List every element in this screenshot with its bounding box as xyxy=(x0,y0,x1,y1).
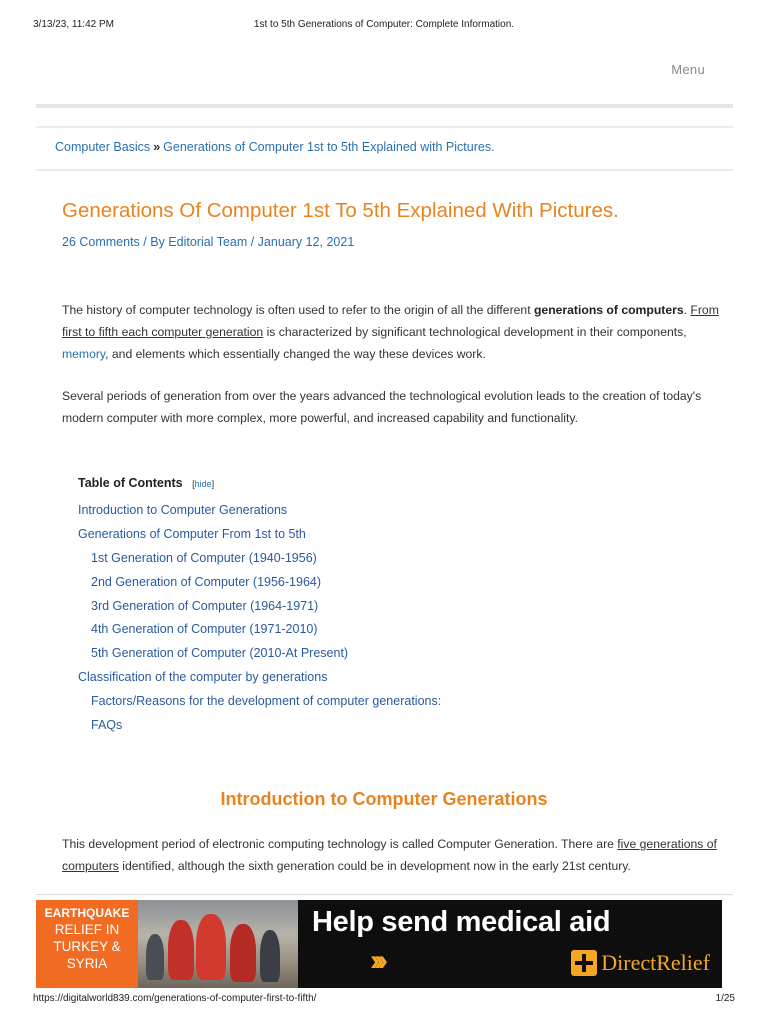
ad-earthquake-panel xyxy=(36,900,138,988)
ad-headline: Help send medical aid xyxy=(312,906,611,938)
breadcrumb-current[interactable]: Generations of Computer 1st to 5th Explained with Pictures. xyxy=(163,140,495,154)
advertisement-banner[interactable] xyxy=(36,900,722,988)
section-heading-introduction: Introduction to Computer Generations xyxy=(220,789,548,809)
ad-brand-name: DirectRelief xyxy=(601,950,710,975)
breadcrumb xyxy=(55,140,495,154)
intro-p1-underlined-link[interactable]: From first to fifth each computer generation xyxy=(62,303,719,339)
intro-paragraph-1 xyxy=(62,299,722,365)
table-of-contents xyxy=(78,476,498,737)
breadcrumb-separator: » xyxy=(153,140,161,154)
breadcrumb-link-computer-basics[interactable]: Computer Basics xyxy=(55,140,151,154)
print-header xyxy=(0,19,768,33)
rescuer-figure xyxy=(168,920,194,980)
toc-hide-link[interactable]: hide xyxy=(194,479,212,489)
intro-p1-bold: generations of computers xyxy=(533,303,684,317)
toc-heading: Table of Contents xyxy=(78,476,183,490)
print-page-title: 1st to 5th Generations of Computer: Complete Information. xyxy=(253,19,515,30)
intro-p1-text-4: , and elements which essentially changed the way these devices work. xyxy=(105,347,486,361)
toc-item-factors[interactable]: Factors/Reasons for the development of computer generations: xyxy=(91,694,442,709)
toc-toggle-close-bracket: ] xyxy=(211,479,215,489)
ad-left-line-4: SYRIA xyxy=(66,956,108,971)
ad-left-line-3: TURKEY & xyxy=(53,939,121,954)
intro-p1-text-2: . xyxy=(683,303,691,317)
intro-p1-text-1: The history of computer technology is often used to refer to the origin of all the different xyxy=(62,303,534,317)
memory-link[interactable]: memory xyxy=(62,347,106,361)
toc-item-classification[interactable]: Classification of the computer by generations xyxy=(78,670,328,685)
ad-left-line-1: EARTHQUAKE xyxy=(44,906,130,920)
print-footer xyxy=(0,993,768,1007)
toc-toggle-open-bracket: [ xyxy=(192,479,195,489)
bystander-figure xyxy=(260,930,280,982)
breadcrumb-top-divider xyxy=(36,126,733,128)
toc-toggle[interactable] xyxy=(192,479,214,489)
five-generations-link[interactable]: five generations of computers xyxy=(62,837,717,873)
section-p1-text-1: This development period of electronic computing technology is called Computer Generation. There are xyxy=(62,837,618,851)
section-p1-text-2: identified, although the sixth generation could be in development now in the early 21st century. xyxy=(118,859,631,873)
article-title: Generations Of Computer 1st To 5th Explained With Pictures. xyxy=(62,199,619,222)
ad-message-panel xyxy=(298,900,722,988)
ad-left-line-2: RELIEF IN xyxy=(54,922,120,937)
toc-item-2nd-generation[interactable]: 2nd Generation of Computer (1956-1964) xyxy=(91,574,322,589)
ad-divider xyxy=(36,894,733,895)
print-url: https://digitalworld839.com/generations-of-computer-first-to-fifth/ xyxy=(33,993,317,1004)
bystander-figure xyxy=(146,934,164,980)
section-paragraph-1 xyxy=(62,833,722,877)
direct-relief-cross-icon xyxy=(571,950,597,976)
rescuer-figure xyxy=(196,914,226,980)
intro-p1-text-3: is characterized by significant technological development in their components, xyxy=(263,325,687,339)
ad-arrows-icon: ››› xyxy=(370,944,382,977)
toc-item-4th-generation[interactable]: 4th Generation of Computer (1971-2010) xyxy=(91,622,318,637)
toc-heading-row xyxy=(78,476,498,498)
intro-paragraph-2: Several periods of generation from over the years advanced the technological evolution leads to the creation of today's modern computer with more complex, more powerful, and increased capability and functionality. xyxy=(62,389,702,425)
toc-list xyxy=(78,498,498,737)
breadcrumb-bottom-divider xyxy=(36,169,733,171)
toc-item-3rd-generation[interactable]: 3rd Generation of Computer (1964-1971) xyxy=(91,598,319,613)
direct-relief-logo xyxy=(571,950,710,976)
toc-item-generations-1st-to-5th[interactable]: Generations of Computer From 1st to 5th xyxy=(78,526,306,541)
print-page-number: 1/25 xyxy=(715,993,735,1004)
ad-rescue-photo xyxy=(138,900,298,988)
rescuer-figure xyxy=(230,924,256,982)
article-meta[interactable]: 26 Comments / By Editorial Team / January 12, 2021 xyxy=(62,235,355,249)
toc-item-1st-generation[interactable]: 1st Generation of Computer (1940-1956) xyxy=(91,550,317,565)
menu-button[interactable]: Menu xyxy=(671,62,705,77)
header-divider xyxy=(36,104,733,108)
toc-item-5th-generation[interactable]: 5th Generation of Computer (2010-At Present) xyxy=(91,646,349,661)
toc-item-introduction[interactable]: Introduction to Computer Generations xyxy=(78,503,288,517)
toc-item-faqs[interactable]: FAQs xyxy=(91,718,123,733)
print-datetime: 3/13/23, 11:42 PM xyxy=(33,19,114,30)
